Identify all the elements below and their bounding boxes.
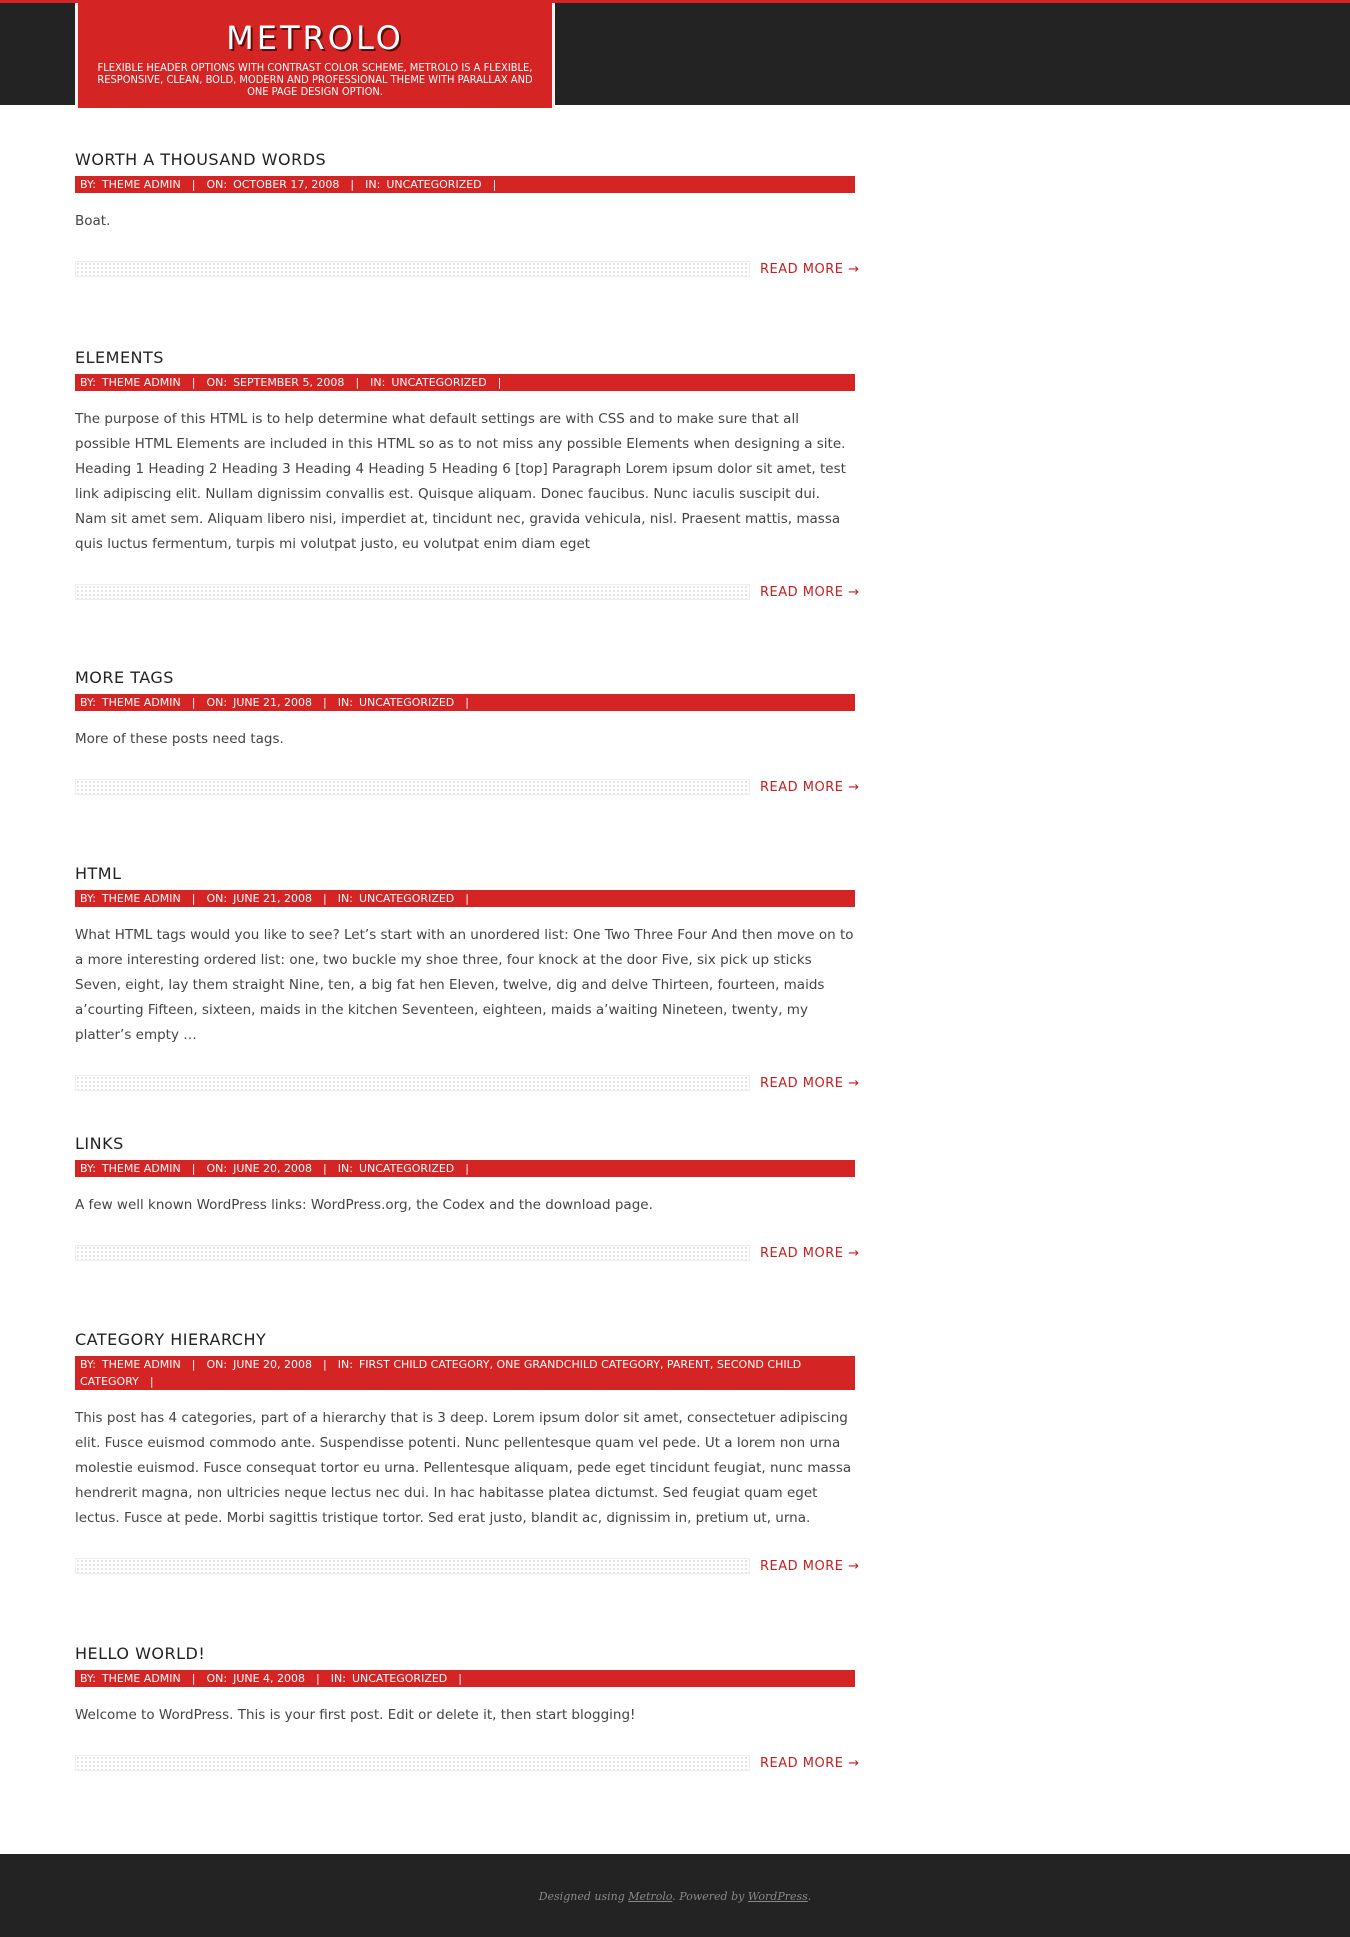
meta-separator: | (316, 1672, 320, 1685)
read-more-row (75, 1073, 860, 1093)
post-meta (75, 1670, 855, 1687)
meta-separator: | (191, 892, 196, 905)
post-list (75, 150, 860, 1844)
meta-in-label: IN: (337, 696, 353, 709)
dotted-divider (75, 779, 750, 795)
meta-on-label: ON: (206, 892, 228, 905)
meta-separator: | (191, 1672, 196, 1685)
read-more-link[interactable]: READ MORE → (760, 1558, 860, 1574)
read-more-row (75, 582, 860, 602)
meta-on-label: ON: (206, 696, 228, 709)
read-more-link[interactable]: READ MORE → (760, 584, 860, 600)
read-more-row (75, 1753, 860, 1773)
footer-theme-link[interactable]: Metrolo (628, 1890, 673, 1903)
meta-by-label: BY: (80, 1358, 96, 1371)
meta-separator: | (458, 1672, 462, 1685)
post-excerpt: What HTML tags would you like to see? Let’s start with an unordered list: One Two Three Four And then move on to a more interesting ordered list: one, two buckle my shoe three, four knock at the door Five, six pick up sticks Seven, eight, lay them straight Nine, ten, a big fat hen Eleven, twelve, dig and delve Thirteen, fourteen, maids a’courting Fifteen, sixteen, maids in the kitchen Seventeen, eighteen, maids a’waiting Nineteen, twenty, my platter’s empty … (75, 927, 854, 1043)
meta-date-link[interactable]: JUNE 4, 2008 (233, 1672, 306, 1685)
post-title[interactable]: CATEGORY HIERARCHY (75, 1330, 267, 1349)
meta-in-label: IN: (337, 1358, 353, 1371)
post (75, 1644, 860, 1844)
meta-date-link[interactable]: SEPTEMBER 5, 2008 (233, 376, 345, 389)
meta-on-label: ON: (206, 1672, 228, 1685)
read-more-link[interactable]: READ MORE → (760, 261, 860, 277)
meta-author-link[interactable]: THEME ADMIN (101, 376, 181, 389)
meta-categories-links[interactable]: UNCATEGORIZED (358, 892, 455, 905)
meta-categories-links[interactable]: UNCATEGORIZED (386, 178, 482, 191)
footer-wordpress-link[interactable]: WordPress (747, 1890, 808, 1903)
meta-categories-links[interactable]: UNCATEGORIZED (391, 376, 487, 389)
meta-in-label: IN: (330, 1672, 346, 1685)
read-more-row (75, 1243, 860, 1263)
meta-by-label: BY: (80, 376, 96, 389)
post (75, 150, 860, 348)
meta-author-link[interactable]: THEME ADMIN (101, 1162, 181, 1175)
post-excerpt: The purpose of this HTML is to help determine what default settings are with CSS and to make sure that all possible HTML Elements are included in this HTML so as to not miss any possible Elements when designing a site. Heading 1 Heading 2 Heading 3 Heading 4 Heading 5 Heading 6 [top] Paragraph Lorem ipsum dolor sit amet, test link adipiscing elit. Nullam dignissim convallis est. Quisque aliquam. Donec faucibus. Nunc iaculis suscipit dui. Nam sit amet sem. Aliquam libero nisi, imperdiet at, tincidunt nec, gravida vehicula, nisl. Praesent mattis, massa quis luctus fermentum, turpis mi volutpat justo, eu volutpat enim diam eget (75, 411, 846, 552)
meta-author-link[interactable]: THEME ADMIN (101, 1358, 181, 1371)
meta-separator: | (191, 376, 196, 389)
post-title[interactable]: HELLO WORLD! (75, 1644, 206, 1663)
site-footer (0, 1854, 1350, 1937)
meta-by-label: BY: (80, 178, 96, 191)
read-more-link[interactable]: READ MORE → (760, 779, 860, 795)
meta-date-link[interactable]: JUNE 21, 2008 (233, 696, 313, 709)
post (75, 1330, 860, 1644)
meta-separator: | (350, 178, 355, 191)
footer-middle: . Powered by (672, 1890, 748, 1903)
meta-separator: | (497, 376, 502, 389)
meta-separator: | (323, 892, 327, 905)
meta-separator: | (191, 1358, 196, 1371)
post-excerpt: Welcome to WordPress. This is your first post. Edit or delete it, then start blogging! (75, 1707, 636, 1723)
read-more-link[interactable]: READ MORE → (760, 1755, 860, 1771)
footer-prefix: Designed using (538, 1890, 629, 1903)
meta-author-link[interactable]: THEME ADMIN (101, 892, 181, 905)
meta-separator: | (323, 1358, 327, 1371)
dotted-divider (75, 1075, 750, 1091)
dotted-divider (75, 584, 750, 600)
meta-separator: | (492, 178, 497, 191)
meta-by-label: BY: (80, 1672, 96, 1685)
post-meta (75, 1160, 855, 1177)
post-meta (75, 694, 855, 711)
post-excerpt: A few well known WordPress links: WordPress.org, the Codex and the download page. (75, 1197, 653, 1213)
read-more-link[interactable]: READ MORE → (760, 1075, 860, 1091)
post (75, 1134, 860, 1330)
post (75, 864, 860, 1134)
post-excerpt: Boat. (75, 213, 111, 229)
meta-categories-links[interactable]: UNCATEGORIZED (358, 696, 455, 709)
dotted-divider (75, 1245, 750, 1261)
meta-on-label: ON: (206, 1162, 228, 1175)
read-more-link[interactable]: READ MORE → (760, 1245, 860, 1261)
meta-in-label: IN: (337, 1162, 353, 1175)
meta-by-label: BY: (80, 1162, 96, 1175)
meta-date-link[interactable]: JUNE 20, 2008 (233, 1162, 313, 1175)
meta-separator: | (191, 696, 196, 709)
meta-by-label: BY: (80, 892, 96, 905)
meta-categories-links[interactable]: UNCATEGORIZED (351, 1672, 448, 1685)
site-tagline: FLEXIBLE HEADER OPTIONS WITH CONTRAST COLOR SCHEME, METROLO IS A FLEXIBLE, RESPONSIVE, CLEAN, BOLD, MODERN AND PROFESSIONAL THEME WITH PARALLAX AND ONE PAGE DESIGN OPTION. (97, 61, 533, 98)
meta-date-link[interactable]: JUNE 20, 2008 (233, 1358, 313, 1371)
meta-separator: | (355, 376, 360, 389)
post-meta (75, 176, 855, 193)
site-title-link[interactable]: METROLO (226, 19, 404, 57)
post-title[interactable]: MORE TAGS (75, 668, 174, 687)
meta-in-label: IN: (365, 178, 381, 191)
meta-author-link[interactable]: THEME ADMIN (101, 696, 181, 709)
meta-separator: | (465, 696, 469, 709)
post-meta (75, 890, 855, 907)
meta-separator: | (191, 178, 196, 191)
dotted-divider (75, 1755, 750, 1771)
dotted-divider (75, 261, 750, 277)
read-more-row (75, 259, 860, 279)
read-more-row (75, 777, 860, 797)
meta-by-label: BY: (80, 696, 96, 709)
site-header (0, 0, 1350, 105)
meta-on-label: ON: (206, 178, 228, 191)
meta-in-label: IN: (337, 892, 353, 905)
meta-author-link[interactable]: THEME ADMIN (101, 1672, 181, 1685)
post-title[interactable]: WORTH A THOUSAND WORDS (75, 150, 327, 169)
post (75, 668, 860, 864)
post-meta (75, 374, 855, 391)
post-title[interactable]: ELEMENTS (75, 348, 164, 367)
post-excerpt: More of these posts need tags. (75, 731, 284, 747)
dotted-divider (75, 1558, 750, 1574)
post-meta (75, 1356, 855, 1390)
meta-on-label: ON: (206, 376, 228, 389)
meta-categories-links[interactable]: UNCATEGORIZED (358, 1162, 455, 1175)
meta-separator: | (465, 1162, 469, 1175)
meta-in-label: IN: (370, 376, 386, 389)
post-excerpt: This post has 4 categories, part of a hierarchy that is 3 deep. Lorem ipsum dolor sit amet, consectetuer adipiscing elit. Fusce euismod commodo ante. Suspendisse potenti. Nunc pellentesque quam vel pede. Ut a lorem non urna molestie euismod. Fusce consequat tortor eu urna. Pellentesque aliquam, pede eget tincidunt feugiat, nunc massa hendrerit magna, non ultricies neque lectus nec dui. In hac habitasse platea dictumst. Sed feugiat quam eget lectus. Fusce at pede. Morbi sagittis tristique tortor. Sed erat justo, blandit ac, dignissim in, pretium ut, urna. (75, 1410, 852, 1526)
meta-date-link[interactable]: JUNE 21, 2008 (233, 892, 313, 905)
post-title[interactable]: HTML (75, 864, 122, 883)
meta-categories-links[interactable]: FIRST CHILD CATEGORY, ONE GRANDCHILD CATEGORY, PARENT, SECOND CHILD CATEGORY (80, 1358, 802, 1388)
meta-author-link[interactable]: THEME ADMIN (101, 178, 181, 191)
post-title[interactable]: LINKS (75, 1134, 124, 1153)
meta-date-link[interactable]: OCTOBER 17, 2008 (233, 178, 340, 191)
read-more-row (75, 1556, 860, 1576)
meta-separator: | (191, 1162, 196, 1175)
meta-separator: | (149, 1375, 154, 1388)
meta-separator: | (465, 892, 469, 905)
meta-on-label: ON: (206, 1358, 228, 1371)
meta-separator: | (323, 1162, 327, 1175)
footer-suffix: . (807, 1890, 812, 1903)
meta-separator: | (323, 696, 327, 709)
post (75, 348, 860, 668)
site-branding (75, 3, 555, 108)
